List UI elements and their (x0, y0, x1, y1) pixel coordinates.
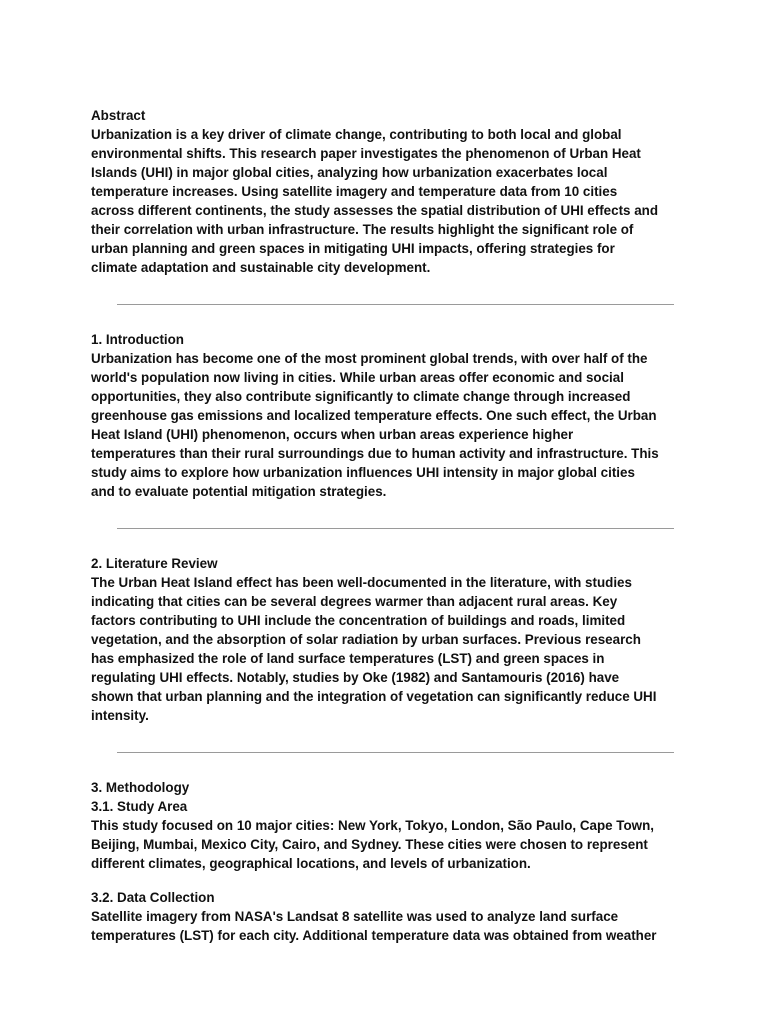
literature-review-section (91, 554, 681, 725)
study-area-text: This study focused on 10 major cities: New York, Tokyo, London, São Paulo, Cape Town, Beijing, Mumbai, Mexico City, Cairo, and Sydney. These cities were chosen to represent different climates, geographical locations, and levels of urbanization. (91, 818, 654, 871)
section-divider (117, 752, 674, 753)
study-area-heading: 3.1. Study Area (91, 799, 188, 814)
abstract-text: Urbanization is a key driver of climate change, contributing to both local and global environmental shifts. This research paper investigates the phenomenon of Urban Heat Islands (UHI) in major global cities, analyzing how urbanization exacerbates local temperature increases. Using satellite imagery and temperature data from 10 cities across different continents, the study assesses the spatial distribution of UHI effects and their correlation with urban infrastructure. The results highlight the significant role of urban planning and green spaces in mitigating UHI impacts, offering strategies for climate adaptation and sustainable city development. (91, 127, 658, 275)
literature-review-heading: 2. Literature Review (91, 556, 218, 571)
methodology-section (91, 778, 681, 945)
abstract-section (91, 106, 681, 277)
introduction-text: Urbanization has become one of the most prominent global trends, with over half of the world's population now living in cities. While urban areas offer economic and social opportunities, they also contribute significantly to climate change through increased greenhouse gas emissions and localized temperature effects. One such effect, the Urban Heat Island (UHI) phenomenon, occurs when urban areas experience higher temperatures than their rural surroundings due to human activity and infrastructure. This study aims to explore how urbanization influences UHI intensity in major global cities and to evaluate potential mitigation strategies. (91, 351, 659, 499)
section-divider (117, 528, 674, 529)
methodology-heading: 3. Methodology (91, 780, 190, 795)
data-collection-heading: 3.2. Data Collection (91, 890, 215, 905)
document-page (91, 106, 681, 945)
section-divider (117, 304, 674, 305)
introduction-heading: 1. Introduction (91, 332, 184, 347)
data-collection-text: Satellite imagery from NASA's Landsat 8 satellite was used to analyze land surface temperatures (LST) for each city. Additional temperature data was obtained from weather (91, 909, 657, 943)
abstract-heading: Abstract (91, 108, 146, 123)
introduction-section (91, 330, 681, 501)
subsection-spacer (91, 873, 681, 888)
literature-review-text: The Urban Heat Island effect has been well-documented in the literature, with studies indicating that cities can be several degrees warmer than adjacent rural areas. Key factors contributing to UHI include the concentration of buildings and roads, limited vegetation, and the absorption of solar radiation by urban surfaces. Previous research has emphasized the role of land surface temperatures (LST) and green spaces in regulating UHI effects. Notably, studies by Oke (1982) and Santamouris (2016) have shown that urban planning and the integration of vegetation can significantly reduce UHI intensity. (91, 575, 657, 723)
